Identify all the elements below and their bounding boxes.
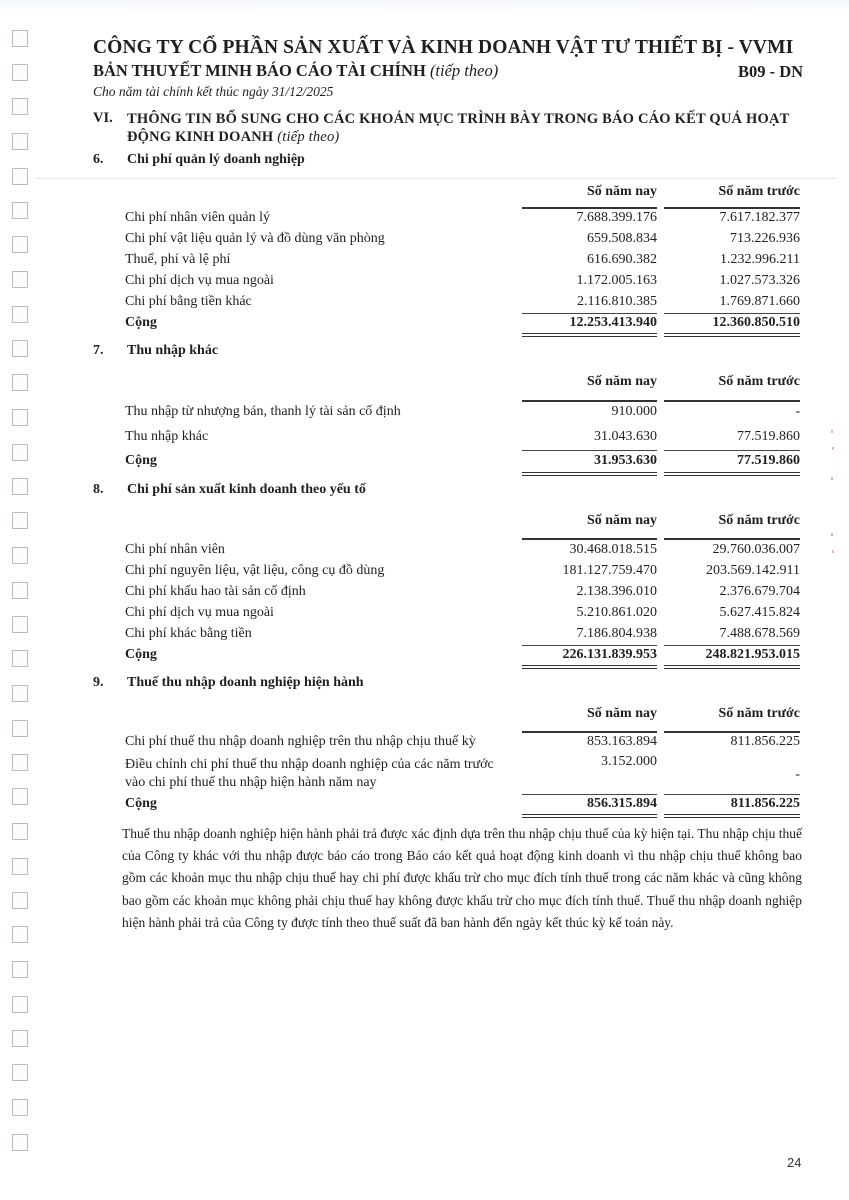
row-label: Chi phí khấu hao tài sản cố định	[125, 584, 306, 599]
row-current: 7.688.399.176	[576, 210, 657, 225]
total-double-rule	[664, 814, 800, 818]
total-label: Cộng	[125, 796, 157, 811]
total-label: Cộng	[125, 647, 157, 662]
scan-top-band	[0, 0, 849, 14]
binder-hole	[12, 133, 28, 150]
binder-hole	[12, 1099, 28, 1116]
subtotal-rule	[522, 794, 657, 795]
header-rule	[664, 400, 800, 402]
total-current: 226.131.839.953	[562, 647, 657, 662]
subtotal-rule	[664, 645, 800, 646]
row-previous: 29.760.036.007	[712, 542, 800, 557]
scan-artifact	[832, 447, 834, 450]
row-current: 31.043.630	[594, 429, 657, 444]
row-previous: 5.627.415.824	[719, 605, 800, 620]
total-previous: 12.360.850.510	[712, 315, 800, 330]
row-previous: 811.856.225	[730, 734, 800, 749]
binder-hole	[12, 340, 28, 357]
total-double-rule	[522, 472, 657, 476]
total-double-rule	[522, 814, 657, 818]
row-current: 3.152.000	[601, 754, 657, 769]
row-current: 1.172.005.163	[576, 273, 657, 288]
binder-hole	[12, 754, 28, 771]
binder-hole	[12, 374, 28, 391]
reporting-period: Cho năm tài chính kết thúc ngày 31/12/2025	[93, 84, 334, 99]
col-header-previous: Số năm trước	[718, 184, 800, 199]
binder-hole	[12, 236, 28, 253]
row-previous: 1.769.871.660	[719, 294, 800, 309]
row-previous: 203.569.142.911	[706, 563, 800, 578]
binder-hole	[12, 306, 28, 323]
binder-hole	[12, 616, 28, 633]
row-label: Điều chỉnh chi phí thuế thu nhập doanh nghiệp của các năm trước	[125, 757, 494, 772]
header-rule	[664, 731, 800, 733]
subtotal-rule	[664, 313, 800, 314]
scan-fold-line	[36, 178, 836, 179]
binder-hole	[12, 202, 28, 219]
row-current: 910.000	[611, 404, 657, 419]
row-label: Thuế, phí và lệ phí	[125, 252, 231, 267]
total-label: Cộng	[125, 453, 157, 468]
total-current: 31.953.630	[594, 453, 657, 468]
document-title	[93, 61, 498, 81]
total-double-rule	[664, 472, 800, 476]
row-label: Chi phí dịch vụ mua ngoài	[125, 605, 274, 620]
total-current: 12.253.413.940	[569, 315, 657, 330]
total-double-rule	[522, 665, 657, 669]
header-rule	[522, 731, 657, 733]
binder-hole	[12, 926, 28, 943]
row-current: 616.690.382	[587, 252, 657, 267]
binder-hole	[12, 650, 28, 667]
scan-artifact	[831, 477, 833, 480]
document-title-suffix: (tiếp theo)	[429, 61, 499, 80]
binder-hole	[12, 685, 28, 702]
note-6-title: Chi phí quản lý doanh nghiệp	[127, 152, 305, 167]
form-code: B09 - DN	[738, 62, 804, 81]
note-6-number: 6.	[93, 152, 104, 167]
binder-hole	[12, 409, 28, 426]
binder-hole	[12, 582, 28, 599]
total-double-rule	[664, 665, 800, 669]
header-rule	[664, 538, 800, 540]
binder-hole	[12, 547, 28, 564]
header-rule	[522, 400, 657, 402]
row-label: Chi phí vật liệu quản lý và đồ dùng văn phòng	[125, 231, 385, 246]
document-title-text: BẢN THUYẾT MINH BÁO CÁO TÀI CHÍNH	[93, 61, 426, 80]
binder-hole	[12, 996, 28, 1013]
row-label: Thu nhập khác	[125, 429, 209, 444]
company-name: CÔNG TY CỔ PHẦN SẢN XUẤT VÀ KINH DOANH VẬT TƯ THIẾT BỊ - VVMI	[93, 37, 794, 58]
header-rule	[522, 538, 657, 540]
col-header-current: Số năm nay	[586, 374, 657, 389]
subtotal-rule	[522, 450, 657, 451]
row-previous: 7.488.678.569	[719, 626, 800, 641]
row-label-line2: vào chi phí thuế thu nhập hiện hành năm nay	[125, 775, 377, 790]
binder-hole	[12, 168, 28, 185]
binder-hole	[12, 478, 28, 495]
binder-hole	[12, 720, 28, 737]
note-7-number: 7.	[93, 343, 104, 358]
binder-hole	[12, 1030, 28, 1047]
subtotal-rule	[522, 313, 657, 314]
header-rule	[522, 207, 657, 209]
tax-explanation-paragraph: Thuế thu nhập doanh nghiệp hiện hành phải trả được xác định dựa trên thu nhập chịu thuế của kỳ hiện tại. Thu nhập chịu thuế của Công ty khác với thu nhập được báo cáo trong Báo cáo kết quả hoạt động kinh doanh vì thu nhập chịu thuế không bao gồm các khoản mục thu nhập chịu thuế hay chi phí được khấu trừ cho mục đích tính thuế trong các năm khác và cũng không bao gồm các khoản mục không phải chịu thuế hay không được khấu trừ cho mục đích tính thuế. Thuế thu nhập doanh nghiệp hiện hành phải trả của Công ty được tính theo thuế suất đã ban hành đến ngày kết thúc kỳ kế toán này.	[122, 826, 802, 930]
binder-hole	[12, 961, 28, 978]
row-previous: -	[795, 767, 800, 782]
note-8-title: Chi phí sản xuất kinh doanh theo yếu tố	[127, 482, 366, 497]
col-header-previous: Số năm trước	[718, 706, 800, 721]
section-number: VI.	[93, 110, 113, 126]
row-previous: 77.519.860	[737, 429, 800, 444]
subtotal-rule	[522, 645, 657, 646]
total-previous: 248.821.953.015	[705, 647, 800, 662]
col-header-current: Số năm nay	[586, 513, 657, 528]
note-8-number: 8.	[93, 482, 104, 497]
row-previous: 1.027.573.326	[719, 273, 800, 288]
row-previous: 7.617.182.377	[719, 210, 800, 225]
row-label: Chi phí nhân viên quản lý	[125, 210, 271, 225]
note-9-number: 9.	[93, 675, 104, 690]
row-label: Thu nhập từ nhượng bán, thanh lý tài sản cố định	[125, 404, 401, 419]
row-label: Chi phí nguyên liệu, vật liệu, công cụ đồ dùng	[125, 563, 385, 578]
row-current: 7.186.804.938	[576, 626, 657, 641]
row-current: 659.508.834	[587, 231, 657, 246]
note-7-title: Thu nhập khác	[127, 343, 219, 358]
col-header-current: Số năm nay	[586, 184, 657, 199]
subtotal-rule	[664, 794, 800, 795]
section-title-line1: THÔNG TIN BỔ SUNG CHO CÁC KHOẢN MỤC TRÌNH BÀY TRONG BÁO CÁO KẾT QUẢ HOẠT	[127, 111, 790, 127]
row-current: 181.127.759.470	[562, 563, 657, 578]
binder-hole	[12, 823, 28, 840]
note-9-title: Thuế thu nhập doanh nghiệp hiện hành	[127, 675, 364, 690]
binder-hole	[12, 271, 28, 288]
total-previous: 77.519.860	[737, 453, 800, 468]
binder-hole	[12, 98, 28, 115]
binder-hole	[12, 30, 28, 47]
row-current: 5.210.861.020	[576, 605, 657, 620]
total-label: Cộng	[125, 315, 157, 330]
row-previous: -	[795, 404, 800, 419]
section-title	[127, 110, 807, 146]
binder-hole	[12, 1064, 28, 1081]
page-number: 24	[787, 1155, 802, 1170]
row-previous: 2.376.679.704	[719, 584, 800, 599]
row-previous: 713.226.936	[730, 231, 800, 246]
col-header-previous: Số năm trước	[718, 513, 800, 528]
binder-hole	[12, 858, 28, 875]
binder-hole	[12, 512, 28, 529]
binder-hole	[12, 64, 28, 81]
row-current: 30.468.018.515	[569, 542, 657, 557]
row-label: Chi phí bằng tiền khác	[125, 294, 252, 309]
total-double-rule	[664, 333, 800, 337]
row-current: 2.116.810.385	[577, 294, 657, 309]
row-current: 2.138.396.010	[576, 584, 657, 599]
scan-artifact	[832, 550, 834, 553]
section-title-suffix: (tiếp theo)	[277, 129, 340, 145]
scan-artifact	[831, 533, 833, 536]
subtotal-rule	[664, 450, 800, 451]
row-label: Chi phí khác bằng tiền	[125, 626, 252, 641]
total-double-rule	[522, 333, 657, 337]
col-header-current: Số năm nay	[586, 706, 657, 721]
row-previous: 1.232.996.211	[720, 252, 800, 267]
binder-hole	[12, 1134, 28, 1151]
binder-hole	[12, 444, 28, 461]
total-previous: 811.856.225	[730, 796, 800, 811]
header-rule	[664, 207, 800, 209]
total-current: 856.315.894	[587, 796, 657, 811]
binder-hole	[12, 892, 28, 909]
col-header-previous: Số năm trước	[718, 374, 800, 389]
scan-artifact	[831, 430, 833, 433]
row-label: Chi phí dịch vụ mua ngoài	[125, 273, 274, 288]
binder-hole	[12, 788, 28, 805]
section-title-line2-text: ĐỘNG KINH DOANH	[127, 129, 274, 145]
row-current: 853.163.894	[587, 734, 657, 749]
section-title-line2	[127, 128, 807, 146]
row-label: Chi phí thuế thu nhập doanh nghiệp trên thu nhập chịu thuế kỳ	[125, 734, 476, 749]
row-label: Chi phí nhân viên	[125, 542, 225, 557]
